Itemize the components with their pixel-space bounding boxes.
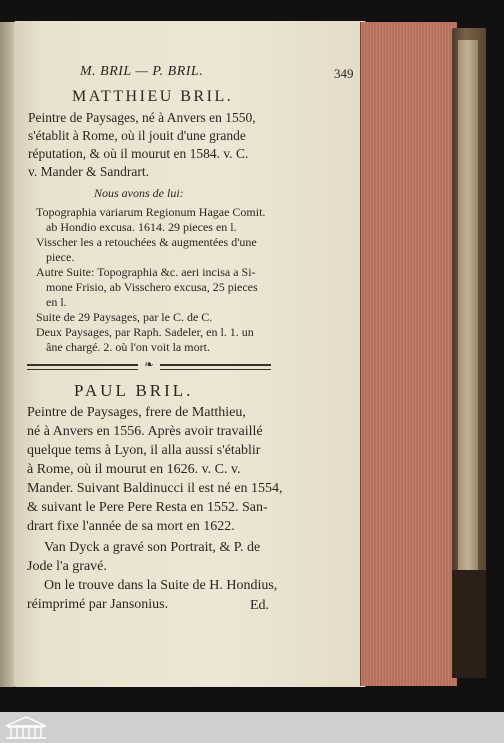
entry-line: s'établit à Rome, où il jouit d'une grande [28, 128, 246, 143]
entry-line: Peintre de Paysages, frere de Matthieu, [27, 405, 246, 420]
work-line: Deux Paysages, par Raph. Sadeler, en l. 1. un [36, 325, 254, 339]
entry-line: réimprimé par Jansonius. [27, 597, 169, 612]
work-line: en l. [46, 295, 67, 309]
work-line: Autre Suite: Topographia &c. aeri incisa a Si- [36, 265, 256, 279]
entry-line: v. Mander & Sandrart. [28, 164, 149, 179]
entry-line: Van Dyck a gravé son Portrait, & P. de [44, 540, 261, 555]
entry-line: à Rome, où il mourut en 1626. v. C. v. [27, 462, 241, 477]
entry-line: On le trouve dans la Suite de H. Hondius, [44, 578, 278, 593]
page-fore-edge [360, 22, 457, 686]
work-line: mone Frisio, ab Visschero excusa, 25 pieces [46, 280, 258, 294]
work-line: Suite de 29 Paysages, par le C. de C. [36, 310, 213, 324]
work-line: piece. [46, 250, 75, 264]
entry-line: & suivant le Pere Pere Resta en 1552. San- [27, 500, 268, 515]
entry-title-matthieu: MATTHIEU BRIL. [72, 88, 234, 105]
entry-line: quelque tems à Lyon, il alla aussi s'établir [27, 443, 261, 458]
running-head: M. BRIL — P. BRIL. [80, 64, 204, 79]
work-line: Topographia variarum Regionum Hagae Comit. [36, 205, 266, 219]
catchword: Ed. [250, 598, 270, 613]
entry-line: Mander. Suivant Baldinucci il est né en 1554, [27, 481, 283, 496]
footer-bar [0, 712, 504, 743]
library-logo-icon [4, 715, 48, 741]
rule-ornament: ❧ [138, 358, 160, 372]
entry-line: Peintre de Paysages, né à Anvers en 1550, [28, 110, 256, 125]
entry-line: drart fixe l'année de sa mort en 1622. [27, 519, 235, 534]
book-cover-shadow [452, 570, 486, 678]
entry-line: réputation, & où il mourut en 1584. v. C. [28, 146, 249, 161]
work-line: âne chargé. 2. où l'on voit la mort. [46, 340, 210, 354]
work-line: ab Hondio excusa. 1614. 29 pieces en l. [46, 220, 237, 234]
book-cover-highlight [458, 40, 478, 580]
works-heading: Nous avons de lui: [94, 186, 184, 200]
entry-line: Jode l'a gravé. [27, 559, 107, 574]
work-line: Visscher les a retouchées & augmentées d'une [36, 235, 257, 249]
entry-line: né à Anvers en 1556. Après avoir travaillé [27, 424, 263, 439]
page-number: 349 [334, 66, 354, 81]
entry-title-paul: PAUL BRIL. [74, 381, 194, 400]
